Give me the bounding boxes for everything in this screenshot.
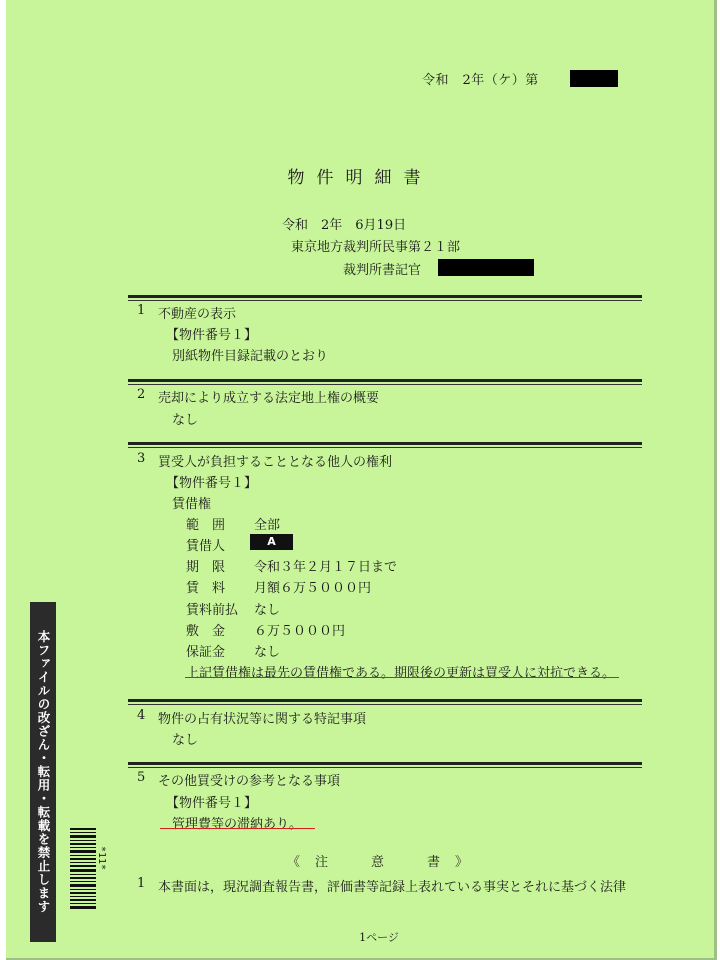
row-value-deposit: ６万５０００円 (254, 624, 346, 639)
lease-note-underline (185, 677, 619, 678)
section-divider (128, 379, 642, 382)
caution-heading: 《注 意 書》 (286, 855, 483, 870)
section-divider (128, 762, 642, 765)
section-2-body: なし (172, 413, 199, 428)
row-label-rent: 賃 料 (186, 581, 226, 596)
row-value-prepaid-rent: なし (254, 603, 281, 618)
case-number-redaction (570, 70, 618, 87)
clerk-name-redaction (438, 259, 534, 276)
section-divider (128, 442, 642, 445)
section-5-property-label: 【物件番号１】 (166, 796, 258, 811)
section-2-heading: 売却により成立する法定地上権の概要 (158, 391, 380, 406)
section-3-heading: 買受人が負担することとなる他人の権利 (158, 455, 393, 470)
case-number: 令和 2年（ケ）第 (422, 73, 539, 88)
section-5-underline (160, 828, 315, 829)
section-4-number: 4 (137, 708, 146, 723)
row-label-deposit: 敷 金 (186, 624, 226, 639)
section-5-number: 5 (137, 770, 146, 785)
section-2-number: 2 (137, 387, 146, 402)
section-3-number: 3 (137, 451, 146, 466)
court-name: 東京地方裁判所民事第２１部 (291, 240, 461, 255)
row-value-rent: 月額６万５０００円 (254, 581, 372, 596)
page-number: 1ページ (359, 931, 399, 944)
section-1-body: 別紙物件目録記載のとおり (172, 349, 329, 364)
right-type: 賃借権 (172, 497, 212, 512)
section-4-heading: 物件の占有状況等に関する特記事項 (158, 712, 367, 727)
row-value-security-deposit: なし (254, 645, 281, 660)
prohibition-sidebar: 本ファイルの改ざん・転用・転載を禁止します (30, 602, 56, 942)
row-label-prepaid-rent: 賃料前払 (186, 603, 239, 618)
document-date: 令和 2年 6月19日 (282, 218, 407, 233)
row-label-tenant: 賃借人 (186, 539, 226, 554)
row-label-term: 期 限 (186, 560, 226, 575)
document-title: 物件明細書 (287, 168, 433, 188)
row-value-scope: 全部 (254, 518, 281, 533)
section-5-body: 管理費等の滞納あり。 (172, 817, 303, 832)
row-label-security-deposit: 保証金 (186, 645, 226, 660)
document-page (6, 0, 717, 960)
row-value-term: 令和３年２月１７日まで (254, 560, 398, 575)
lease-note: 上記賃借権は最先の賃借権である。期限後の更新は買受人に対抗できる。 (186, 666, 616, 681)
section-5-heading: その他買受けの参考となる事項 (158, 774, 341, 789)
section-divider (128, 699, 642, 702)
section-4-body: なし (172, 733, 199, 748)
clerk-title: 裁判所書記官 (343, 263, 422, 278)
caution-item-text: 本書面は，現況調査報告書，評価書等記録上表れている事実とそれに基づく法律 (158, 880, 627, 895)
row-label-scope: 範 囲 (186, 518, 226, 533)
section-3-property-label: 【物件番号１】 (166, 476, 258, 491)
section-1-property-label: 【物件番号１】 (166, 328, 258, 343)
section-1-heading: 不動産の表示 (158, 307, 237, 322)
tenant-name-box: A (250, 534, 293, 550)
barcode-icon (70, 828, 96, 910)
barcode-label: *11* (96, 846, 107, 871)
caution-item-number: 1 (137, 876, 146, 891)
section-1-number: 1 (137, 303, 146, 318)
section-divider (128, 295, 642, 298)
